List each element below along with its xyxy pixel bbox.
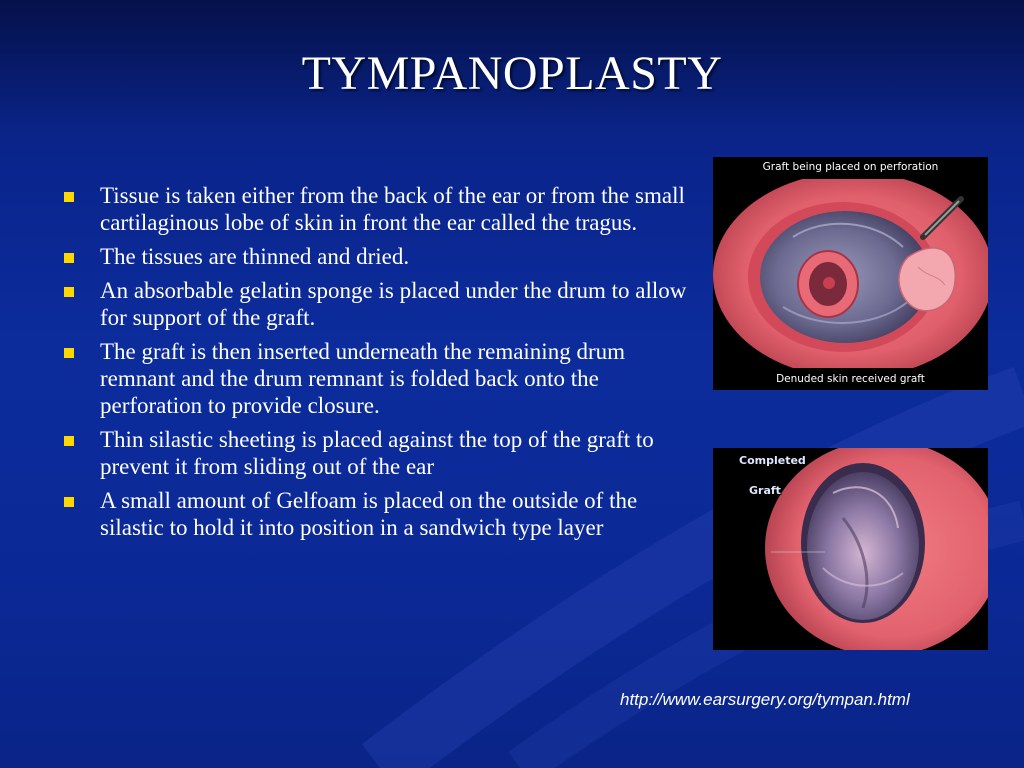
bullet-text: An absorbable gelatin sponge is placed under the drum to allow for support of the graft.: [100, 278, 687, 330]
bullet-item: [60, 426, 690, 480]
bullet-text: A small amount of Gelfoam is placed on the outside of the silastic to hold it into position in a sandwich type layer: [100, 488, 638, 540]
bullet-item: [60, 182, 690, 236]
bullet-square-icon: [64, 253, 74, 263]
bullet-item: [60, 487, 690, 541]
photo-caption-top: Graft being placed on perforation: [713, 157, 988, 179]
bullet-text: The graft is then inserted underneath the remaining drum remnant and the drum remnant is folded back onto the perforation to provide closure.: [100, 339, 625, 418]
bullet-square-icon: [64, 192, 74, 202]
graft-label: Graft: [749, 484, 781, 497]
bullet-item: [60, 243, 690, 270]
bullet-text: Tissue is taken either from the back of the ear or from the small cartilaginous lobe of skin in front the ear called the tragus.: [100, 183, 685, 235]
slide-title: TYMPANOPLASTY: [301, 47, 723, 100]
completed-graft-illustration: [713, 448, 988, 650]
completed-label: Completed: [739, 454, 806, 467]
bullet-square-icon: [64, 497, 74, 507]
graft-placement-photo: [713, 157, 988, 390]
bullet-text: Thin silastic sheeting is placed against the top of the graft to prevent it from sliding out of the ear: [100, 427, 654, 479]
bullet-square-icon: [64, 287, 74, 297]
bullet-item: [60, 338, 690, 419]
completed-graft-photo: [713, 448, 988, 650]
bullet-square-icon: [64, 436, 74, 446]
bullet-list: [60, 182, 690, 548]
source-url[interactable]: http://www.earsurgery.org/tympan.html: [620, 690, 910, 709]
bullet-square-icon: [64, 348, 74, 358]
bullet-text: The tissues are thinned and dried.: [100, 244, 410, 269]
bullet-item: [60, 277, 690, 331]
ear-canal-illustration: [713, 157, 988, 390]
photo-caption-bottom: Denuded skin received graft: [713, 368, 988, 390]
